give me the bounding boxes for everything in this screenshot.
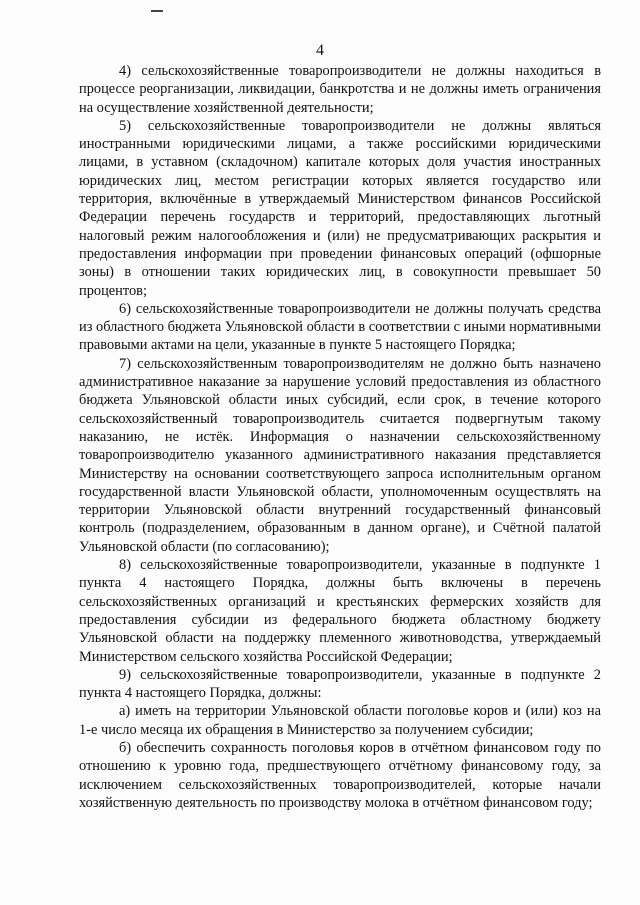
document-body: [79, 62, 601, 812]
paragraph-item-9: 9) сельскохозяйственные товаропроизводители, указанные в подпункте 2 пункта 4 настоящего Порядка, должны:: [79, 666, 601, 702]
paragraph-item-7: 7) сельскохозяйственным товаропроизводителям не должно быть назначено административное наказание за нарушение условий предоставления из областного бюджета Ульяновской области иных субсидий, если срок, в течение которого сельскохозяйственный товаропроизводитель считается подвергнутым такому наказанию, не истёк. Информация о назначении сельскохозяйственному товаропроизводителю указанного административного наказания представляется Министерству на основании соответствующего запроса исполнительным органом государственной власти Ульяновской области, уполномоченным осуществлять на территории Ульяновской области внутренний государственный финансовый контроль (подразделением, образованным в данном органе), и Счётной палатой Ульяновской области (по согласованию);: [79, 355, 601, 555]
paragraph-subitem-b: б) обеспечить сохранность поголовья коров в отчётном финансовом году по отношению к уровню года, предшествующего отчётному финансовому году, за исключением сельскохозяйственных товаропроизводителей, которые начали хозяйственную деятельность по производству молока в отчётном финансовом году;: [79, 739, 601, 811]
paragraph-item-8: 8) сельскохозяйственные товаропроизводители, указанные в подпункте 1 пункта 4 настоящего Порядка, должны быть включены в перечень сельскохозяйственных организаций и крестьянских фермерских хозяйств для предоставления субсидии из федерального бюджета областному бюджету Ульяновской области на поддержку племенного животноводства, утверждаемый Министерством сельского хозяйства Российской Федерации;: [79, 557, 601, 665]
scan-mark: [151, 10, 163, 12]
paragraph-item-5: 5) сельскохозяйственные товаропроизводители не должны являться иностранными юридическими лицами, а также российскими юридическими лицами, в уставном (складочном) капитале которых доля участия иностранных юридических лиц, местом регистрации которых является государство или территория, включённые в утверждаемый Министерством финансов Российской Федерации перечень государств и территорий, предоставляющих льготный налоговый режим налогообложения и (или) не предусматривающих раскрытия и предоставления информации при проведении финансовых операций (офшорные зоны) в отношении таких юридических лиц, в совокупности превышает 50 процентов;: [79, 117, 601, 299]
paragraph-subitem-a: а) иметь на территории Ульяновской области поголовье коров и (или) коз на 1-е число месяца их обращения в Министерство за получением субсидии;: [79, 703, 601, 738]
paragraph-item-6: 6) сельскохозяйственные товаропроизводители не должны получать средства из областного бюджета Ульяновской области в соответствии с иными нормативными правовыми актами на цели, указанные в пункте 5 настоящего Порядка;: [79, 300, 601, 354]
paragraph-item-4: 4) сельскохозяйственные товаропроизводители не должны находиться в процессе реорганизации, ликвидации, банкротства и не должны иметь ограничения на осуществление хозяйственной деятельности;: [79, 63, 601, 116]
page-number: 4: [316, 42, 324, 59]
